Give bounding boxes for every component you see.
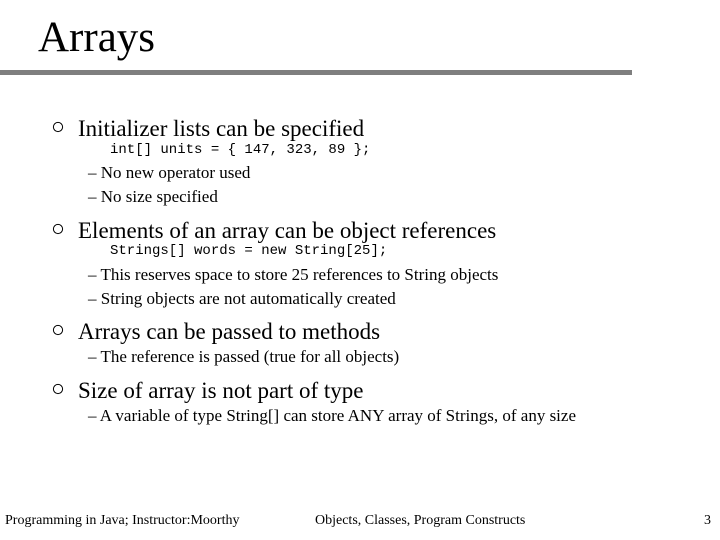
sub-no-new-operator: – No new operator used bbox=[88, 163, 251, 182]
bullet-object-references: Elements of an array can be object references bbox=[78, 218, 497, 243]
title-rule bbox=[0, 70, 632, 75]
slide-title: Arrays bbox=[38, 14, 156, 61]
bullet-icon bbox=[52, 121, 64, 133]
bullet-size-not-type: Size of array is not part of type bbox=[78, 378, 364, 403]
footer-course: Programming in Java; Instructor:Moorthy bbox=[5, 513, 240, 528]
sub-not-created: – String objects are not automatically created bbox=[88, 289, 396, 308]
sub-no-size: – No size specified bbox=[88, 187, 218, 206]
bullet-icon bbox=[52, 383, 64, 395]
code-words-array: Strings[] words = new String[25]; bbox=[110, 243, 388, 259]
sub-any-array: – A variable of type String[] can store ANY array of Strings, of any size bbox=[88, 406, 576, 425]
sub-reference-passed: – The reference is passed (true for all objects) bbox=[88, 347, 400, 366]
page-number: 3 bbox=[704, 513, 711, 528]
bullet-initializer-lists: Initializer lists can be specified bbox=[78, 116, 365, 141]
sub-reserves-space: – This reserves space to store 25 references to String objects bbox=[88, 265, 499, 284]
footer-topic: Objects, Classes, Program Constructs bbox=[315, 513, 526, 528]
bullet-icon bbox=[52, 324, 64, 336]
bullet-icon bbox=[52, 223, 64, 235]
bullet-passed-to-methods: Arrays can be passed to methods bbox=[78, 319, 381, 344]
code-units-initializer: int[] units = { 147, 323, 89 }; bbox=[110, 142, 371, 158]
